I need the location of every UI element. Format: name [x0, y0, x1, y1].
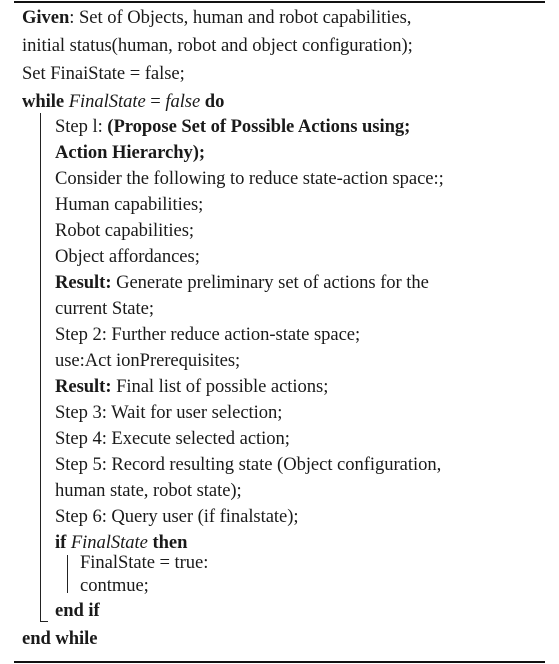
result2-line [55, 374, 328, 399]
while-block-bar [40, 113, 41, 622]
step1-title-continued: Action Hierarchy); [55, 142, 206, 163]
if-block-bar [67, 555, 68, 593]
result1-keyword: Result: [55, 272, 112, 293]
step1-prefix: Step l: [55, 116, 108, 137]
result1-line-continued: current State; [55, 298, 154, 319]
step5-line: Step 5: Record resulting state (Object configuration, [55, 454, 442, 475]
set-final-state-line: Set FinaiState = false; [22, 63, 185, 84]
given-line [22, 5, 411, 30]
do-keyword: do [200, 91, 225, 112]
end-if: end if [55, 600, 100, 621]
given-line-continued: initial status(human, robot and object configuration); [22, 35, 413, 56]
while-condition-var: FinalState [68, 91, 146, 112]
robot-capabilities-line: Robot capabilities; [55, 220, 194, 241]
continue-statement: contmue; [80, 575, 149, 596]
step5-line-continued: human state, robot state); [55, 480, 242, 501]
while-condition-eq: = [145, 91, 166, 112]
step2-line: Step 2: Further reduce action-state space; [55, 324, 361, 345]
result2-keyword: Result: [55, 376, 112, 397]
object-affordances-line: Object affordances; [55, 246, 200, 267]
while-block-bar-end [40, 621, 48, 622]
given-keyword: Given [22, 7, 70, 28]
step4-line: Step 4: Execute selected action; [55, 428, 290, 449]
end-while: end while [22, 628, 98, 649]
use-prerequisites-line: use:Act ionPrerequisites; [55, 350, 241, 371]
step1-line [55, 114, 410, 139]
result1-text: Generate preliminary set of actions for the [111, 272, 429, 293]
bottom-rule [14, 661, 545, 663]
result1-line [55, 270, 429, 295]
step1-title: (Propose Set of Possible Actions using; [107, 116, 411, 137]
while-keyword: while [22, 91, 65, 112]
then-keyword: then [152, 532, 188, 553]
while-condition-val: false [165, 91, 201, 112]
if-keyword: if [55, 532, 67, 553]
consider-line: Consider the following to reduce state-action space:; [55, 168, 444, 189]
given-text: : Set of Objects, human and robot capabilities, [69, 7, 412, 28]
step6-line: Step 6: Query user (if finalstate); [55, 506, 299, 527]
if-condition: FinalState [70, 532, 148, 553]
human-capabilities-line: Human capabilities; [55, 194, 204, 215]
step3-line: Step 3: Wait for user selection; [55, 402, 283, 423]
result2-text: Final list of possible actions; [111, 376, 329, 397]
final-state-assignment: FinalState = true: [80, 552, 209, 573]
while-header [22, 89, 224, 114]
